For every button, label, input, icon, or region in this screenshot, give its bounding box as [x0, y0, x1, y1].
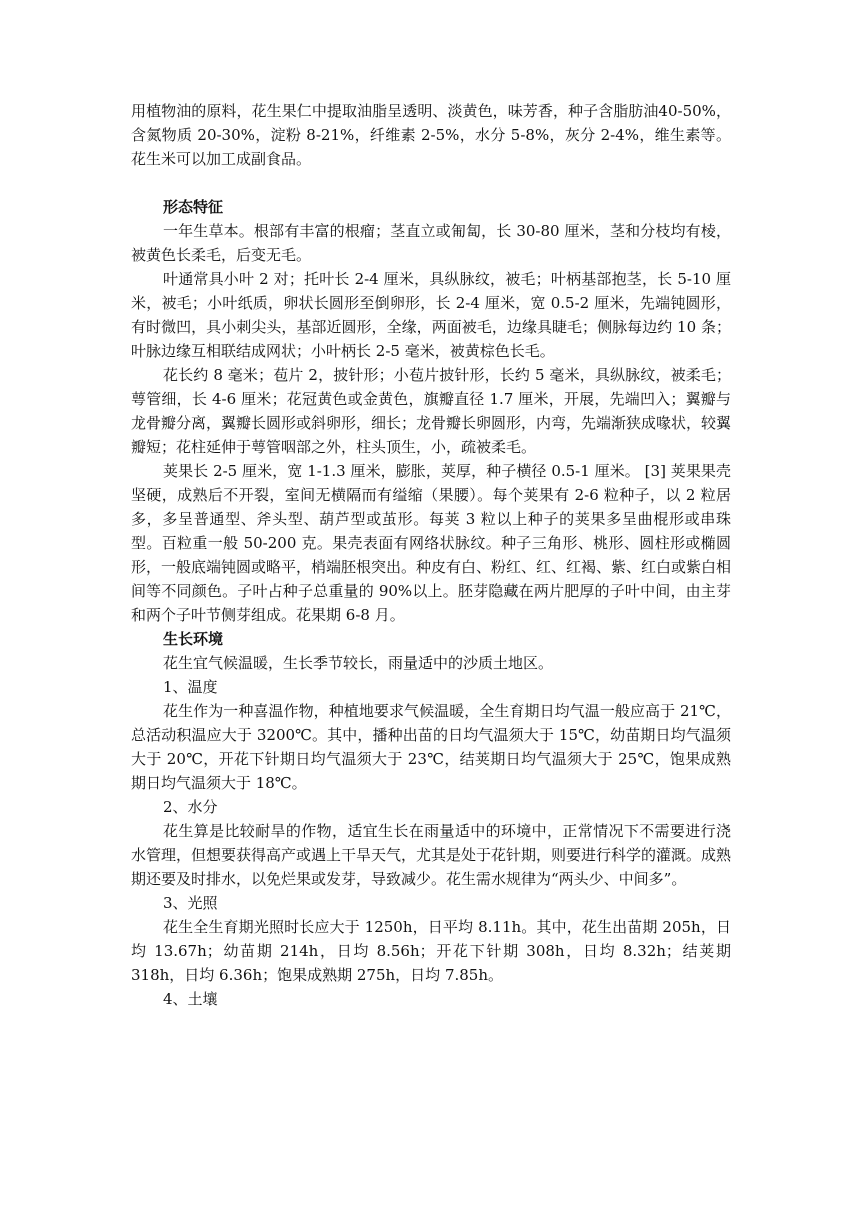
- intro-paragraph: 用植物油的原料，花生果仁中提取油脂呈透明、淡黄色，味芳香，种子含脂肪油40-50%，含氮物质 20-30%，淀粉 8-21%，纤维素 2-5%，水分 5-8%，灰分 2-4%，维生素等。 花生米可以加工成副食品。: [131, 102, 731, 168]
- morphology-paragraph-root-stem: 一年生草本。根部有丰富的根瘤；茎直立或匍匐，长 30-80 厘米，茎和分枝均有棱，被黄色长柔毛，后变无毛。: [131, 222, 731, 264]
- environment-intro: 花生宜气候温暖，生长季节较长，雨量适中的沙质土地区。: [163, 654, 554, 672]
- morphology-heading: 形态特征: [163, 198, 224, 216]
- environment-heading: 生长环境: [163, 630, 224, 648]
- temperature-subheading: 1、温度: [163, 678, 218, 696]
- moisture-subheading: 2、水分: [163, 798, 218, 816]
- light-subheading: 3、光照: [163, 894, 218, 912]
- temperature-paragraph: 花生作为一种喜温作物，种植地要求气候温暖，全生育期日均气温一般应高于 21℃，总活动积温应大于 3200℃。其中，播种出苗的日均气温须大于 15℃，幼苗期日均气温须大于 20℃，开花下针期日均气温须大于 23℃，结荚期日均气温须大于 25℃，饱果成熟期日均气温须大于 18℃。: [131, 702, 731, 792]
- morphology-paragraph-flower: 花长约 8 毫米；苞片 2，披针形；小苞片披针形，长约 5 毫米，具纵脉纹，被柔毛；萼管细，长 4-6 厘米；花冠黄色或金黄色，旗瓣直径 1.7 厘米，开展，先端凹入；翼瓣与龙骨瓣分离，翼瓣长圆形或斜卵形，细长；龙骨瓣长卵圆形，内弯，先端渐狭成喙状，较翼瓣短；花柱延伸于萼管咽部之外，柱头顶生，小，疏被柔毛。: [131, 366, 732, 456]
- section-gap: [131, 171, 731, 195]
- morphology-paragraph-pod: 荚果长 2-5 厘米，宽 1-1.3 厘米，膨胀，荚厚，种子横径 0.5-1 厘米。 [3] 荚果果壳坚硬，成熟后不开裂，室间无横隔而有缢缩（果腰）。每个荚果有 2-6 粒种子，以 2 粒居多，多呈普通型、斧头型、葫芦型或茧形。每荚 3 粒以上种子的荚果多呈曲棍形或串珠型。百粒重一般 50-200 克。果壳表面有网络状脉纹。种子三角形、桃形、圆柱形或椭圆形，一般底端钝圆或略平，梢端胚根突出。种皮有白、粉红、红、红褐、紫、红白或紫白相间等不同颜色。子叶占种子总重量的 90%以上。胚芽隐藏在两片肥厚的子叶中间，由主芽和两个子叶节侧芽组成。花果期 6-8 月。: [131, 462, 732, 624]
- document-body: [131, 99, 731, 1011]
- moisture-paragraph: 花生算是比较耐旱的作物，适宜生长在雨量适中的环境中，正常情况下不需要进行浇水管理，但想要获得高产或遇上干旱天气，尤其是处于花针期，则要进行科学的灌溉。成熟期还要及时排水，以免烂果或发芽，导致减少。花生需水规律为“两头少、中间多”。: [131, 822, 732, 888]
- light-paragraph: 花生全生育期光照时长应大于 1250h，日平均 8.11h。其中，花生出苗期 205h，日均 13.67h；幼苗期 214h，日均 8.56h；开花下针期 308h，日均 8.32h；结荚期 318h，日均 6.36h；饱果成熟期 275h，日均 7.85h。: [131, 918, 731, 984]
- morphology-paragraph-leaf: 叶通常具小叶 2 对；托叶长 2-4 厘米，具纵脉纹，被毛；叶柄基部抱茎，长 5-10 厘米，被毛；小叶纸质，卵状长圆形至倒卵形，长 2-4 厘米，宽 0.5-2 厘米，先端钝圆形，有时微凹，具小刺尖头，基部近圆形，全缘，两面被毛，边缘具睫毛；侧脉每边约 10 条；叶脉边缘互相联结成网状；小叶柄长 2-5 毫米，被黄棕色长毛。: [131, 270, 731, 360]
- soil-subheading: 4、土壤: [163, 990, 218, 1008]
